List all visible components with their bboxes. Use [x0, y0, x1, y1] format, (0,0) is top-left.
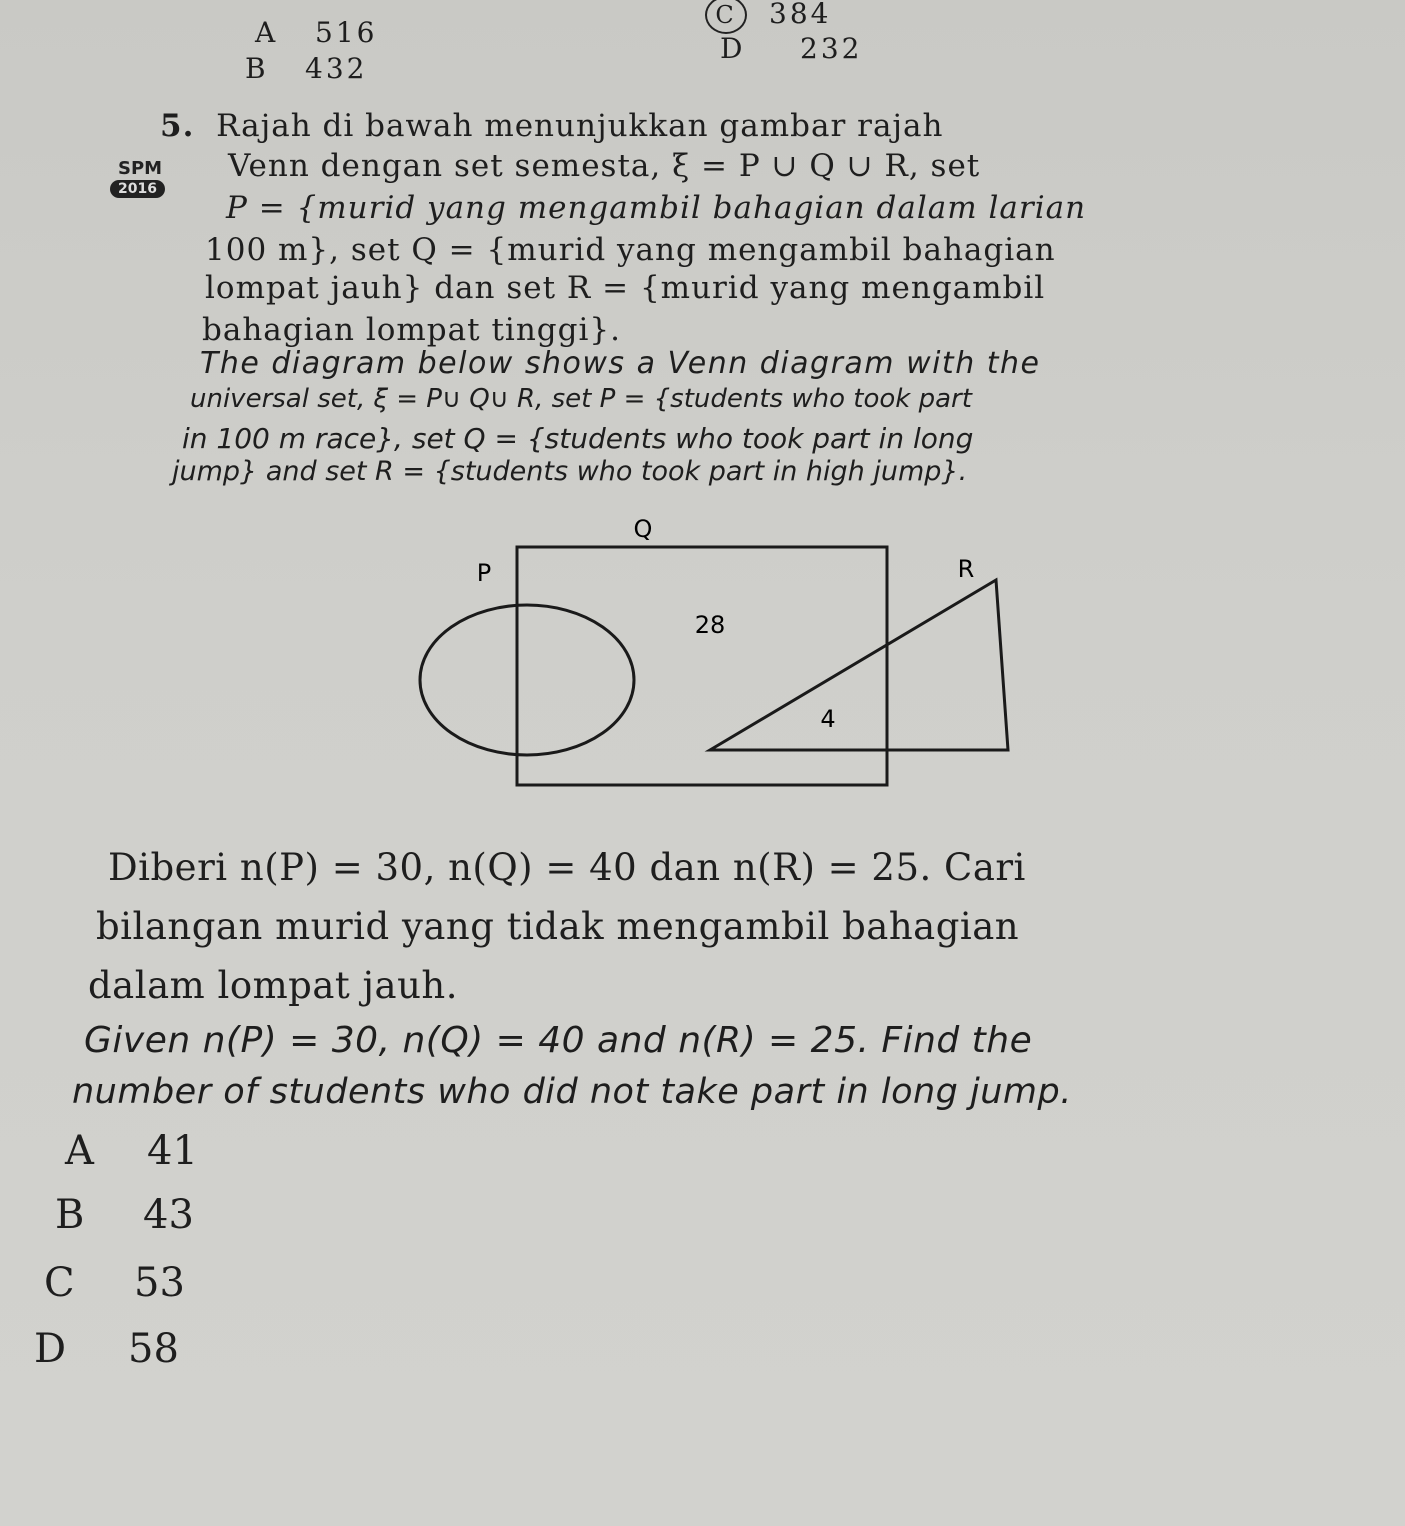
option-a[interactable]: [65, 1128, 198, 1174]
option-c-letter: C: [44, 1260, 75, 1306]
option-b-value: 43: [143, 1192, 194, 1238]
malay-line-3: P = {murid yang mengambil bahagian dalam larian: [226, 190, 1087, 226]
english-line-3: in 100 m race}, set Q = {students who took part in long: [182, 422, 974, 455]
malay-line-5: lompat jauh} dan set R = {murid yang mengambil: [205, 270, 1046, 306]
venn-diagram: [400, 505, 1040, 805]
english-line-2: universal set, ξ = P∪ Q∪ R, set P = {students who took part: [190, 384, 972, 414]
region-q-only-value: 28: [694, 611, 726, 639]
circled-answer-c: C: [705, 0, 747, 34]
option-b[interactable]: [55, 1192, 194, 1238]
option-c-value: 53: [134, 1260, 185, 1306]
label-q: Q: [633, 515, 653, 543]
spm-badge: [102, 160, 192, 202]
prev-option-b: B 432: [245, 52, 368, 85]
question-first-line: [160, 108, 943, 144]
malay-line-6: bahagian lompat tinggi}.: [202, 312, 621, 348]
spm-label: SPM: [118, 158, 163, 179]
prev-option-c-value: 384: [769, 0, 832, 30]
prev-option-a-value: 516: [315, 16, 378, 49]
prev-option-b-value: 432: [305, 52, 368, 85]
malay-line-4: 100 m}, set Q = {murid yang mengambil bahagian: [205, 232, 1056, 268]
malay-line-1: Rajah di bawah menunjukkan gambar rajah: [216, 108, 944, 144]
english-prompt-line-2: number of students who did not take part in long jump.: [72, 1072, 1072, 1112]
malay-line-2: Venn dengan set semesta, ξ = P ∪ Q ∪ R, set: [228, 148, 981, 184]
prev-option-a: A 516: [255, 16, 378, 49]
question-number: 5.: [160, 108, 195, 144]
prev-option-c: [705, 0, 831, 34]
english-line-1: The diagram below shows a Venn diagram with the: [200, 346, 1041, 381]
prev-option-d: D 232: [720, 32, 863, 65]
english-prompt-line-1: Given n(P) = 30, n(Q) = 40 and n(R) = 25. Find the: [84, 1020, 1033, 1061]
option-d-value: 58: [128, 1326, 179, 1372]
malay-prompt-line-1: Diberi n(P) = 30, n(Q) = 40 dan n(R) = 25. Cari: [108, 846, 1026, 889]
option-d-letter: D: [34, 1326, 67, 1372]
option-a-value: 41: [147, 1128, 198, 1174]
option-c[interactable]: [44, 1260, 185, 1306]
option-a-letter: A: [65, 1128, 94, 1174]
english-line-4: jump} and set R = {students who took part in high jump}.: [172, 456, 968, 487]
set-r-triangle: [710, 580, 1008, 750]
set-p-circle: [420, 605, 634, 755]
label-p: P: [476, 559, 492, 587]
malay-prompt-line-2: bilangan murid yang tidak mengambil bahagian: [96, 905, 1020, 948]
malay-prompt-line-3: dalam lompat jauh.: [88, 964, 459, 1007]
label-r: R: [957, 555, 975, 583]
region-q-and-r-value: 4: [820, 705, 836, 733]
option-d[interactable]: [34, 1326, 179, 1372]
option-b-letter: B: [55, 1192, 85, 1238]
prev-option-d-value: 232: [800, 32, 863, 65]
spm-year: 2016: [110, 180, 165, 198]
